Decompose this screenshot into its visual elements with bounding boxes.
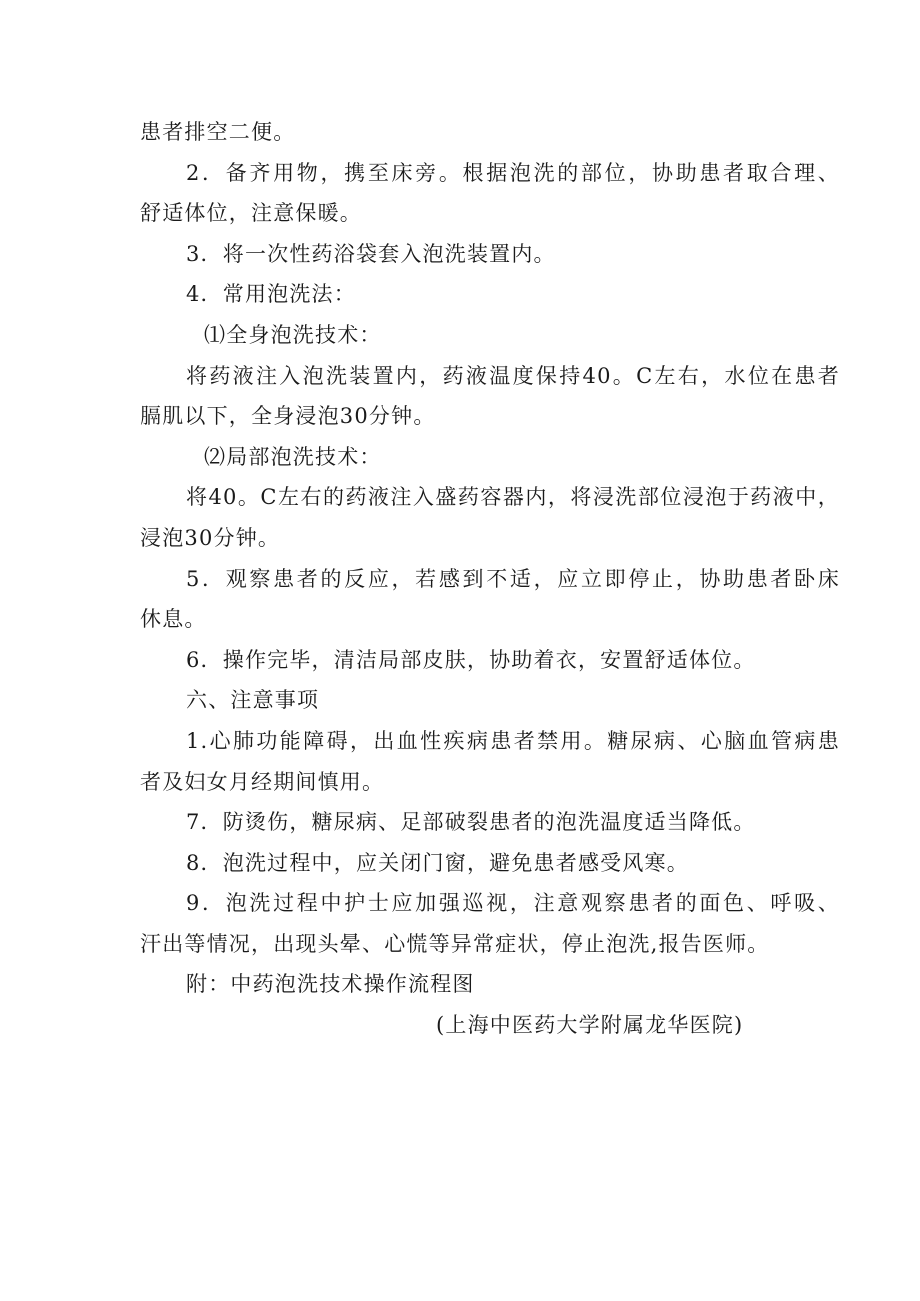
- source-credit: (上海中医药大学附属龙华医院): [436, 1013, 744, 1038]
- subheading-line: ⑵局部泡洗技术：: [204, 444, 382, 469]
- paragraph-line: 膈肌以下，全身浸泡30分钟。: [140, 404, 436, 429]
- document-body: [140, 112, 840, 1046]
- paragraph-line: 者及妇女月经期间慎用。: [140, 769, 385, 794]
- paragraph-line: 舒适体位，注意保暖。: [140, 201, 362, 226]
- section-heading: 六、注意事项: [186, 688, 320, 713]
- paragraph-line: 9．泡洗过程中护士应加强巡视，注意观察患者的面色、呼吸、: [186, 891, 840, 916]
- paragraph-line: 浸泡30分钟。: [140, 525, 281, 550]
- paragraph-line: 3．将一次性药浴袋套入泡洗装置内。: [186, 241, 556, 266]
- paragraph-line: 2．备齐用物，携至床旁。根据泡洗的部位，协助患者取合理、: [186, 160, 840, 185]
- paragraph-line: 7．防烫伤，糖尿病、足部破裂患者的泡洗温度适当降低。: [186, 810, 756, 835]
- paragraph-line: 1.心肺功能障碍，出血性疾病患者禁用。糖尿病、心脑血管病患: [186, 728, 840, 753]
- paragraph-line: 休息。: [140, 607, 207, 632]
- paragraph-line: 将药液注入泡洗装置内，药液温度保持40。C左右，水位在患者: [186, 363, 840, 388]
- paragraph-line: 4．常用泡洗法：: [186, 282, 356, 307]
- paragraph-line: 汗出等情况，出现头晕、心慌等异常症状，停止泡洗,报告医师。: [140, 931, 770, 956]
- paragraph-line: 8．泡洗过程中，应关闭门窗，避免患者感受风寒。: [186, 850, 689, 875]
- paragraph-line: 6．操作完毕，清洁局部皮肤，协助着衣，安置舒适体位。: [186, 647, 756, 672]
- paragraph-line: 将40。C左右的药液注入盛药容器内，将浸洗部位浸泡于药液中，: [186, 485, 840, 510]
- subheading-line: ⑴全身泡洗技术：: [204, 322, 382, 347]
- appendix-line: 附：中药泡洗技术操作流程图: [186, 972, 475, 997]
- paragraph-line: 5．观察患者的反应，若感到不适，应立即停止，协助患者卧床: [186, 566, 840, 591]
- paragraph-line: 患者排空二便。: [140, 120, 296, 144]
